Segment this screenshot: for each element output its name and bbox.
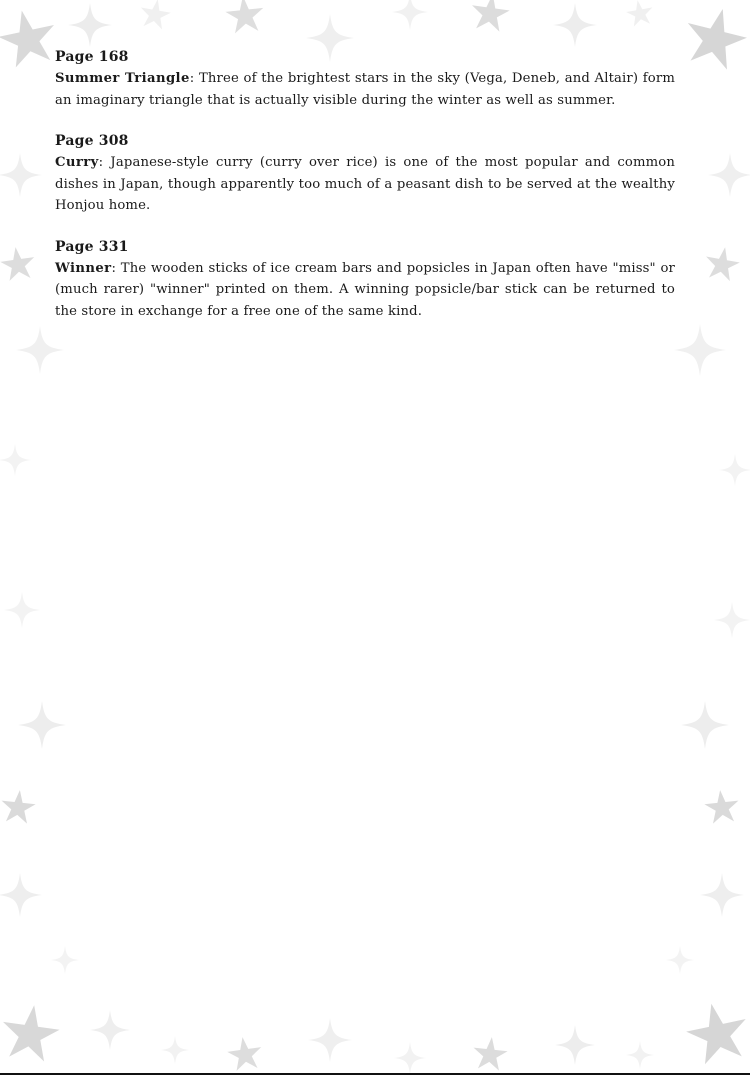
note-page-331 — [55, 237, 675, 323]
star-icon — [0, 245, 37, 282]
note-separator: : — [111, 260, 117, 276]
sparkle-icon — [394, 1042, 426, 1074]
note-term: Winner — [55, 260, 112, 276]
sparkle-icon — [0, 444, 31, 476]
sparkle-icon — [719, 454, 750, 486]
sparkle-icon — [708, 153, 750, 197]
sparkle-icon — [555, 1025, 595, 1065]
star-icon — [703, 788, 740, 824]
note-page-308 — [55, 131, 675, 217]
star-icon — [0, 5, 61, 70]
sparkle-icon — [0, 153, 42, 197]
note-page-label: Page 331 — [55, 238, 129, 255]
note-separator: : — [189, 71, 195, 86]
note-page-label: Page 308 — [55, 133, 129, 149]
star-icon — [679, 2, 750, 73]
star-icon — [138, 0, 173, 30]
sparkle-icon — [553, 3, 597, 47]
note-text: Three of the brightest stars in the sky (Vega, Deneb, and Altair) form an imaginary triangle that is actually visible during the winter as well as summer. — [55, 71, 675, 108]
sparkle-icon — [0, 873, 42, 917]
note-body — [55, 68, 675, 111]
star-icon — [0, 788, 37, 824]
translation-notes — [55, 47, 675, 342]
star-icon — [624, 0, 655, 27]
note-separator: : — [98, 155, 104, 170]
note-term: Curry — [55, 155, 99, 170]
star-icon — [471, 1035, 508, 1071]
sparkle-icon — [681, 701, 729, 749]
note-page-label: Page 168 — [55, 49, 129, 65]
note-text: Japanese-style curry (curry over rice) is one of the most popular and common dishes in Japan, though apparently too much of a peasant dish to be served at the wealthy Honjou home. — [55, 155, 675, 213]
sparkle-icon — [18, 701, 66, 749]
star-icon — [469, 0, 512, 33]
sparkle-icon — [51, 946, 79, 974]
sparkle-icon — [666, 946, 694, 974]
star-icon — [703, 244, 742, 282]
sparkle-icon — [68, 3, 112, 47]
sparkle-icon — [392, 0, 428, 30]
sparkle-icon — [714, 602, 750, 638]
note-page-168 — [55, 47, 675, 111]
sparkle-icon — [308, 1018, 352, 1062]
sparkle-icon — [161, 1036, 189, 1064]
note-term: Summer Triangle — [55, 71, 190, 86]
star-icon — [682, 997, 750, 1066]
star-icon — [224, 0, 266, 34]
sparkle-icon — [4, 592, 40, 628]
star-icon — [0, 1001, 62, 1063]
sparkle-icon — [674, 324, 726, 376]
note-body — [55, 258, 675, 323]
sparkle-icon — [90, 1010, 130, 1050]
note-text: The wooden sticks of ice cream bars and popsicles in Japan often have "miss" or (much rarer) "winner" printed on them. A winning popsicle/bar stick can be returned to the store in exchange for a free one of the same kind. — [55, 260, 675, 319]
note-body — [55, 152, 675, 217]
sparkle-icon — [700, 873, 744, 917]
star-icon — [226, 1035, 264, 1072]
sparkle-icon — [626, 1041, 654, 1069]
